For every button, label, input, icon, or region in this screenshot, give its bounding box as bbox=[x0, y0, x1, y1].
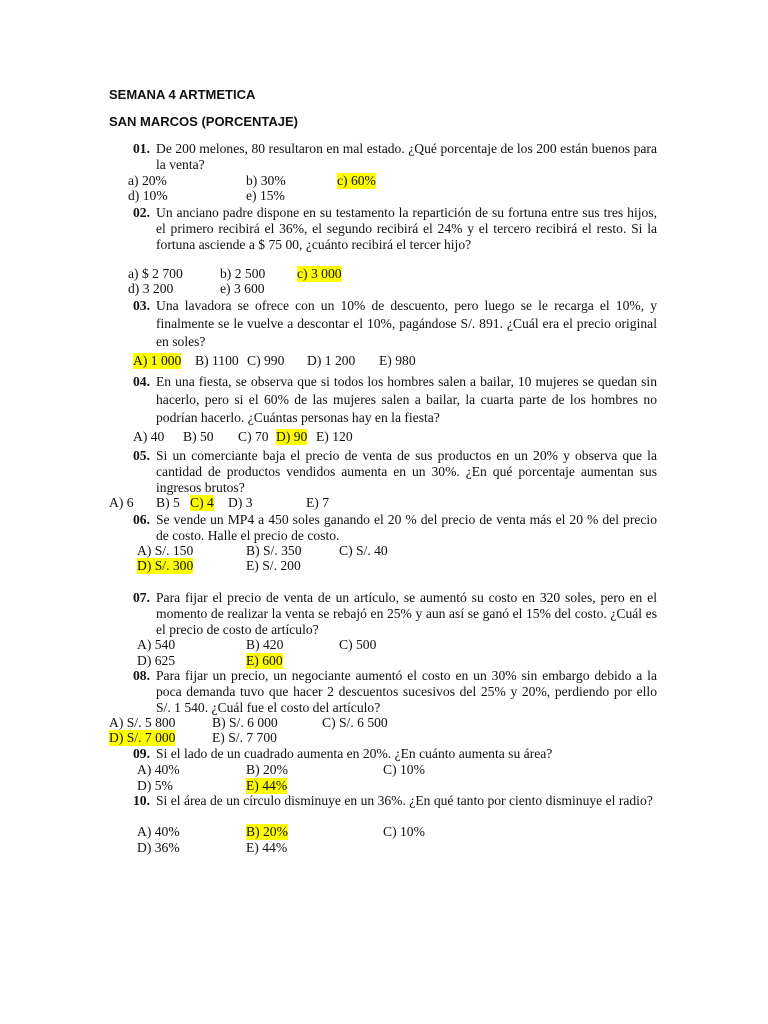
option: A) S/. 150 bbox=[137, 543, 194, 558]
option: A) 40% bbox=[137, 762, 180, 777]
question-number: 01. bbox=[133, 141, 150, 156]
question-number: 05. bbox=[133, 448, 150, 463]
question-text: Un anciano padre dispone en su testamento la repartición de su fortuna entre sus tres hijos, el primero recibirá el 36%, el segundo recibirá el 24% y el tercero recibirá el resto. Si la fortuna asciende a $ 75 00, ¿cuánto recibirá el tercer hijo? bbox=[156, 205, 657, 252]
question-09 bbox=[133, 746, 553, 762]
option: C) 10% bbox=[383, 762, 425, 777]
option: d) 10% bbox=[128, 188, 168, 203]
question-text: En una fiesta, se observa que si todos los hombres salen a bailar, 10 mujeres se quedan sin hacerlo, pero si el 60% de las mujeres salen a bailar, la cuarta parte de los hombres no podrían hacerlo. ¿Cuántas personas hay en la fiesta? bbox=[156, 374, 657, 425]
question-number: 02. bbox=[133, 205, 150, 220]
option: B) 5 bbox=[156, 495, 180, 510]
option: E) S/. 200 bbox=[246, 558, 301, 573]
question-number: 04. bbox=[133, 374, 150, 389]
option: D) 625 bbox=[137, 653, 176, 668]
question-03 bbox=[133, 297, 657, 349]
option: E) 980 bbox=[379, 353, 416, 368]
option: C) 10% bbox=[383, 824, 425, 839]
option: B) 1100 bbox=[195, 353, 239, 368]
question-04 bbox=[133, 373, 657, 425]
option: D) 5% bbox=[137, 778, 173, 793]
option: E) 120 bbox=[316, 429, 353, 444]
question-number: 08. bbox=[133, 668, 150, 683]
question-06 bbox=[133, 512, 657, 543]
option: A) 40 bbox=[133, 429, 165, 444]
option: b) 2 500 bbox=[220, 266, 266, 281]
option-highlighted: c) 3 000 bbox=[297, 266, 342, 281]
option: D) 36% bbox=[137, 840, 180, 855]
question-02 bbox=[133, 205, 657, 252]
option: e) 15% bbox=[246, 188, 285, 203]
option: b) 30% bbox=[246, 173, 286, 188]
section-heading: SAN MARCOS (PORCENTAJE) bbox=[109, 114, 298, 129]
option: C) S/. 40 bbox=[339, 543, 388, 558]
question-text: Para fijar un precio, un negociante aumentó el costo en un 30% sin embargo debido a la poca demanda tuvo que hacer 2 descuentos sucesivos del 25% y 20%, perdiendo por ello S/. 1 540. ¿Cuál fue el costo del artículo? bbox=[156, 668, 657, 715]
option: C) 70 bbox=[238, 429, 269, 444]
question-text: Se vende un MP4 a 450 soles ganando el 20 % del precio de venta más el 20 % del precio de costo. Halle el precio de costo. bbox=[156, 512, 657, 543]
question-text: Si el lado de un cuadrado aumenta en 20%. ¿En cuánto aumenta su área? bbox=[156, 746, 553, 761]
option: B) S/. 350 bbox=[246, 543, 302, 558]
question-text: Para fijar el precio de venta de un artículo, se aumentó su costo en 320 soles, pero en el momento de realizar la venta se rebajó en 25% y aun así se ganó el 15% del costo. ¿Cuál es el precio de costo de artículo? bbox=[156, 590, 657, 637]
option: A) 6 bbox=[109, 495, 134, 510]
option: B) S/. 6 000 bbox=[212, 715, 278, 730]
option: d) 3 200 bbox=[128, 281, 174, 296]
option: C) S/. 6 500 bbox=[322, 715, 388, 730]
option-highlighted: B) 20% bbox=[246, 824, 288, 839]
question-text: Si un comerciante baja el precio de venta de sus productos en un 20% y observa que la cantidad de productos vendidos aumenta en un 30%. ¿En qué porcentaje aumentan sus ingresos brutos? bbox=[156, 448, 657, 495]
option: E) 7 bbox=[306, 495, 330, 510]
option: E) 44% bbox=[246, 840, 288, 855]
option: B) 20% bbox=[246, 762, 288, 777]
option: e) 3 600 bbox=[220, 281, 265, 296]
question-number: 06. bbox=[133, 512, 150, 527]
option: D) 1 200 bbox=[307, 353, 356, 368]
question-05 bbox=[133, 448, 657, 495]
option: D) 3 bbox=[228, 495, 253, 510]
option: a) 20% bbox=[128, 173, 167, 188]
option: B) 50 bbox=[183, 429, 214, 444]
option: C) 990 bbox=[247, 353, 285, 368]
option-highlighted: D) 90 bbox=[276, 429, 308, 444]
option-highlighted: c) 60% bbox=[337, 173, 376, 188]
question-number: 07. bbox=[133, 590, 150, 605]
option: a) $ 2 700 bbox=[128, 266, 183, 281]
option: B) 420 bbox=[246, 637, 284, 652]
option: A) S/. 5 800 bbox=[109, 715, 176, 730]
question-01 bbox=[133, 141, 657, 172]
question-text: De 200 melones, 80 resultaron en mal estado. ¿Qué porcentaje de los 200 están buenos para la venta? bbox=[156, 141, 657, 172]
option: A) 40% bbox=[137, 824, 180, 839]
question-10 bbox=[133, 793, 653, 809]
week-heading: SEMANA 4 ARTMETICA bbox=[109, 87, 256, 102]
option-highlighted: D) S/. 7 000 bbox=[109, 730, 176, 745]
option: A) 540 bbox=[137, 637, 176, 652]
question-08 bbox=[133, 668, 657, 715]
question-text: Si el área de un círculo disminuye en un 36%. ¿En qué tanto por ciento disminuye el radio? bbox=[156, 793, 653, 808]
option-highlighted: D) S/. 300 bbox=[137, 558, 194, 573]
option-highlighted: A) 1 000 bbox=[133, 353, 182, 368]
option: C) 500 bbox=[339, 637, 377, 652]
option-highlighted: E) 600 bbox=[246, 653, 283, 668]
question-number: 03. bbox=[133, 298, 150, 313]
option: E) S/. 7 700 bbox=[212, 730, 277, 745]
option-highlighted: E) 44% bbox=[246, 778, 288, 793]
question-number: 09. bbox=[133, 746, 150, 761]
question-text: Una lavadora se ofrece con un 10% de descuento, pero luego se le recarga el 10%, y finalmente se le vuelve a descontar el 10%, pagándose S/. 891. ¿Cuál era el precio original en soles? bbox=[156, 298, 657, 349]
question-07 bbox=[133, 590, 657, 637]
question-number: 10. bbox=[133, 793, 150, 808]
option-highlighted: C) 4 bbox=[190, 495, 214, 510]
